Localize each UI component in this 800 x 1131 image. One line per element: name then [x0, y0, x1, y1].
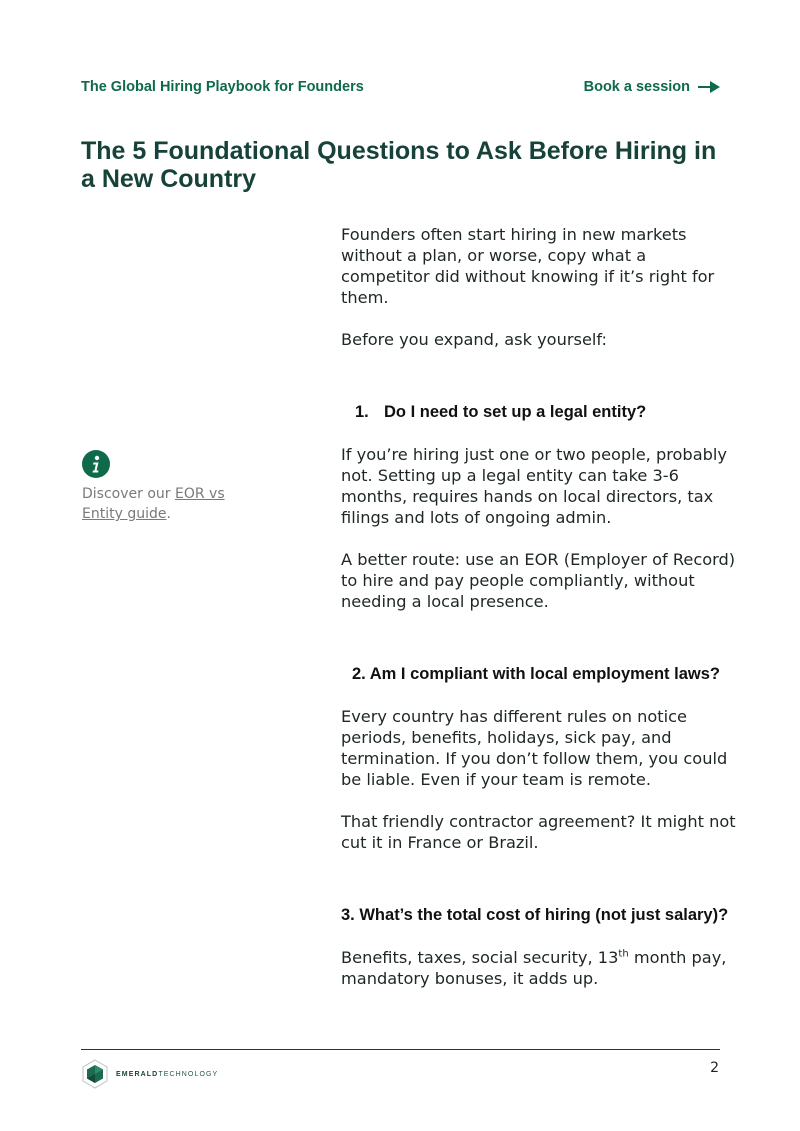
running-header-title: The Global Hiring Playbook for Founders [81, 79, 364, 95]
question-1-heading [341, 401, 736, 423]
book-session-link[interactable] [584, 79, 720, 95]
question-3-paragraph-1 [341, 947, 736, 989]
emerald-logo-mark-icon [80, 1058, 110, 1090]
question-3-text-start: Benefits, taxes, social security, 13 [341, 948, 619, 967]
eor-vs-entity-guide-link[interactable]: EOR vs Entity guide [82, 486, 225, 522]
question-3-text-end: month pay, mandatory bonuses, it adds up. [341, 948, 727, 988]
question-1-paragraph-2: A better route: use an EOR (Employer of Record) to hire and pay people compliantly, without needing a local presence. [341, 550, 736, 611]
question-3-title: What’s the total cost of hiring (not just salary)? [359, 906, 729, 924]
logo-wordmark [116, 1071, 218, 1078]
book-session-label: Book a session [583, 79, 690, 95]
question-2-number: 2. [352, 665, 366, 683]
question-1-paragraph-1: If you’re hiring just one or two people, probably not. Setting up a legal entity can take 3-6 months, requires hands on local directors, tax filings and lots of ongoing admin. [341, 445, 727, 527]
intro-prompt: Before you expand, ask yourself: [341, 330, 607, 349]
question-2-heading [341, 663, 736, 685]
sidenote [82, 450, 262, 524]
question-1-title: Do I need to set up a legal entity? [384, 403, 647, 421]
page-title: The 5 Foundational Questions to Ask Before Hiring in a New Country [81, 137, 717, 193]
question-3-heading [341, 904, 736, 926]
sidenote-suffix: . [166, 506, 171, 522]
question-1-number: 1. [355, 403, 369, 421]
logo-word-bold: EMERALD [116, 1070, 159, 1078]
question-2-paragraph-1: Every country has different rules on notice periods, benefits, holidays, sick pay, and termination. If you don’t follow them, you could be liable. Even if your team is remote. [341, 707, 728, 789]
arrow-right-icon [698, 81, 720, 93]
question-3-number: 3. [341, 906, 355, 924]
ordinal-suffix: th [618, 948, 629, 960]
logo-word-light: TECHNOLOGY [158, 1070, 219, 1078]
sidenote-text [82, 484, 262, 524]
page-number: 2 [710, 1060, 719, 1076]
info-icon [82, 450, 110, 478]
emerald-technology-logo [80, 1058, 218, 1090]
main-content [341, 224, 736, 989]
footer-divider [81, 1049, 720, 1050]
intro-paragraph: Founders often start hiring in new markets without a plan, or worse, copy what a competitor did without knowing if it’s right for them. [341, 225, 715, 307]
question-2-title: Am I compliant with local employment laws? [369, 665, 720, 683]
question-2-paragraph-2: That friendly contractor agreement? It might not cut it in France or Brazil. [341, 812, 736, 852]
sidenote-prefix: Discover our [82, 486, 175, 502]
